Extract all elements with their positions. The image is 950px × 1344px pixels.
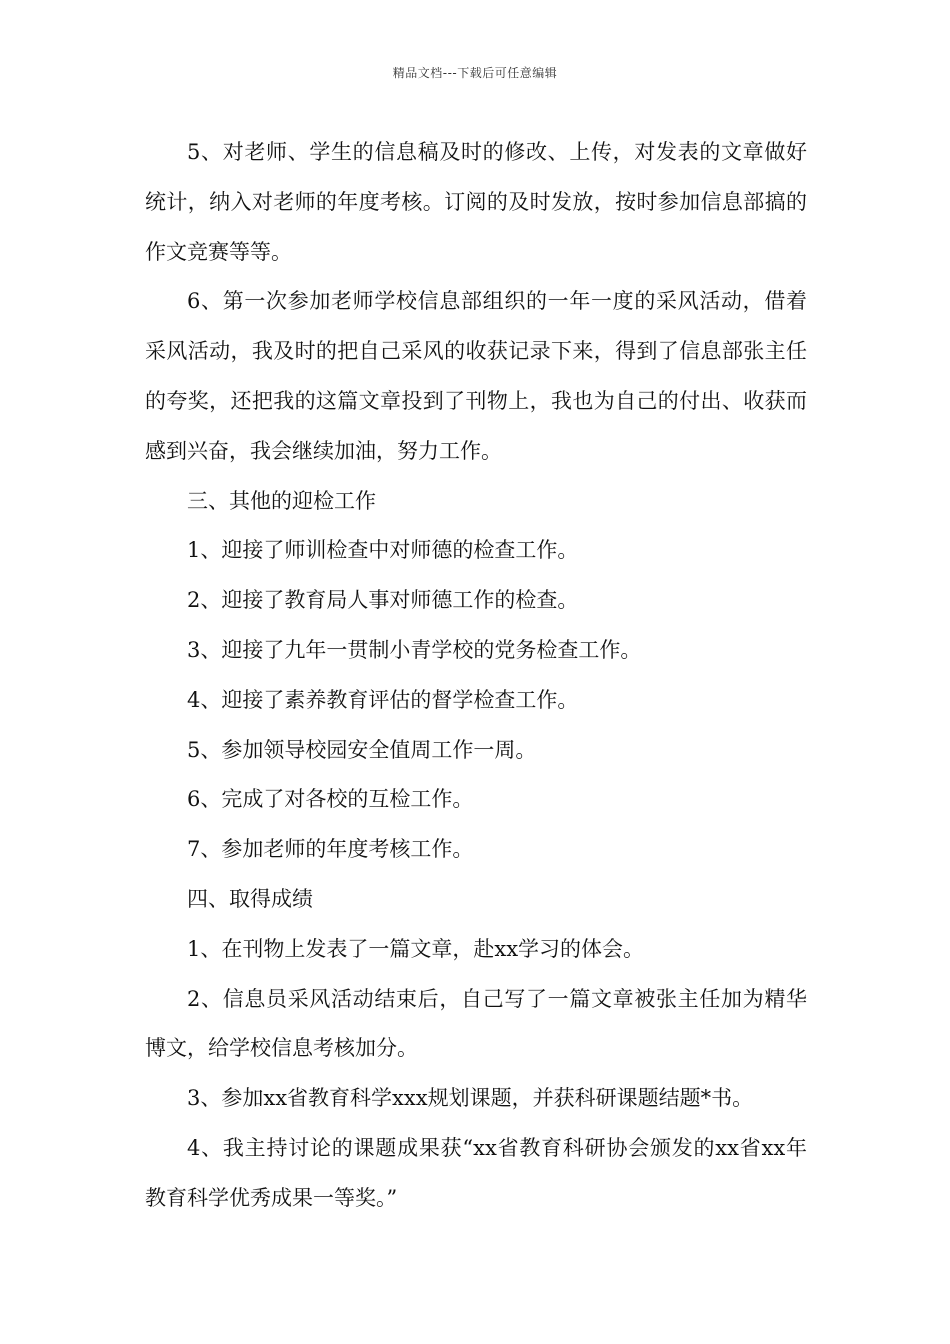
list-item: 4、迎接了素养教育评估的督学检查工作。 <box>187 687 579 712</box>
section-heading-inspections: 三、其他的迎检工作 <box>187 488 376 513</box>
list-item: 1、在刊物上发表了一篇文章，赴xx学习的体会。 <box>187 936 645 961</box>
list-item: 4、我主持讨论的课题成果获“xx省教育科研协会颁发的xx省xx年教育科学优秀成果一等奖。” <box>145 1135 807 1210</box>
list-item: 2、迎接了教育局人事对师德工作的检查。 <box>187 588 579 613</box>
document-body <box>145 128 807 1224</box>
paragraph-item-6-field-trip: 6、第一次参加老师学校信息部组织的一年一度的采风活动，借着采风活动，我及时的把自己采风的收获记录下来，得到了信息部张主任的夸奖，还把我的这篇文章投到了刊物上，我也为自己的付出、收获而感到兴奋，我会继续加油，努力工作。 <box>145 289 807 463</box>
list-item: 3、参加xx省教育科学xxx规划课题，并获科研课题结题*书。 <box>187 1086 754 1111</box>
list-item: 6、完成了对各校的互检工作。 <box>187 787 474 812</box>
list-item: 7、参加老师的年度考核工作。 <box>187 837 474 862</box>
page-header: 精品文档---下载后可任意编辑 <box>392 66 558 80</box>
list-item: 3、迎接了九年一贯制小青学校的党务检查工作。 <box>187 637 642 662</box>
list-item: 1、迎接了师训检查中对师德的检查工作。 <box>187 538 579 563</box>
paragraph-item-5-info-drafts: 5、对老师、学生的信息稿及时的修改、上传，对发表的文章做好统计，纳入对老师的年度考核。订阅的及时发放，按时参加信息部搞的作文竞赛等等。 <box>145 140 807 264</box>
section-heading-achievements: 四、取得成绩 <box>187 886 313 911</box>
list-item: 5、参加领导校园安全值周工作一周。 <box>187 737 537 762</box>
list-item: 2、信息员采风活动结束后，自己写了一篇文章被张主任加为精华博文，给学校信息考核加分。 <box>145 986 807 1061</box>
